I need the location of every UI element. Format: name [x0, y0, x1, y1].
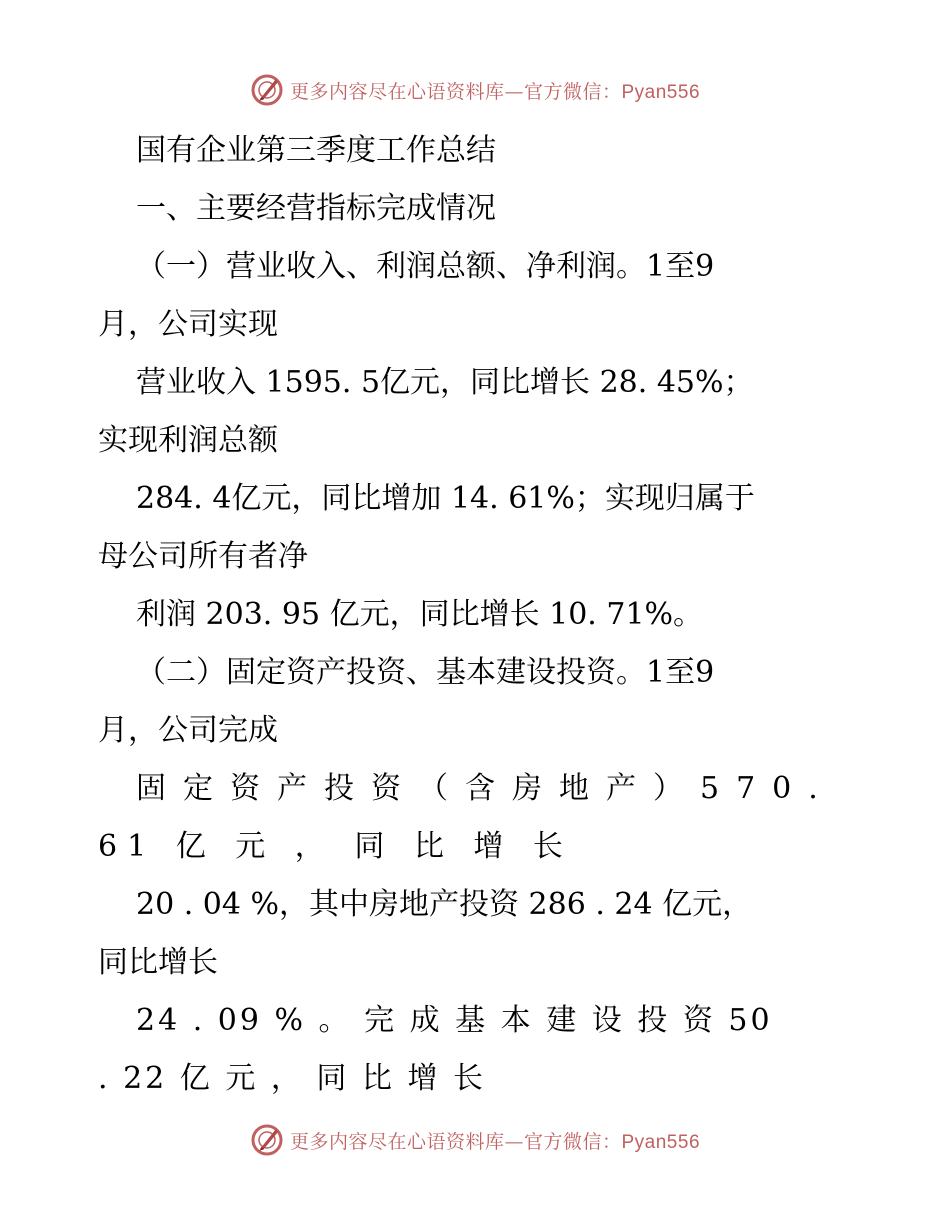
paragraph-line: 营业收入 1595. 5亿元，同比增长 28. 45%；: [136, 365, 754, 400]
paragraph-line: （一）营业收入、利润总额、净利润。1至9: [136, 249, 715, 284]
paragraph-line: （二）固定资产投资、基本建设投资。1至9: [136, 655, 715, 690]
quill-logo-icon: [250, 1123, 284, 1157]
banner-text: [290, 77, 700, 104]
paragraph-line: 20 . 04 %，其中房地产投资 286 . 24 亿元，: [136, 887, 753, 922]
paragraph-line: 利润 203. 95 亿元，同比增长 10. 71%。: [136, 597, 704, 632]
banner-content: [250, 73, 700, 107]
section-heading-1: 一、主要经营指标完成情况: [136, 191, 496, 226]
document-title: 国有企业第三季度工作总结: [136, 133, 496, 168]
paragraph-line: 月，公司完成: [98, 713, 278, 748]
banner-prefix: 更多内容尽在心语资料库: [289, 80, 505, 103]
paragraph-line: 61 亿 元 ， 同 比 增 长: [98, 829, 573, 864]
paragraph-line: 实现利润总额: [98, 423, 278, 458]
banner-separator: —: [504, 1130, 524, 1153]
quill-logo-icon: [250, 73, 284, 107]
banner-wechat-id: Pyan556: [621, 81, 701, 103]
banner-suffix: 官方微信：: [523, 80, 622, 103]
banner-separator: —: [504, 80, 524, 103]
paragraph-line: . 22 亿 元 ， 同 比 增 长: [98, 1061, 486, 1096]
banner-prefix: 更多内容尽在心语资料库: [289, 1130, 505, 1153]
paragraph-line: 母公司所有者净: [98, 539, 308, 574]
paragraph-line: 月，公司实现: [98, 307, 278, 342]
paragraph-line: 24 . 09 % 。 完 成 基 本 建 设 投 资 50: [136, 1003, 773, 1038]
paragraph-line: 284. 4亿元，同比增加 14. 61%；实现归属于: [136, 481, 755, 516]
document-body: [98, 122, 858, 1108]
paragraph-line: 同比增长: [98, 945, 218, 980]
banner-wechat-id: Pyan556: [621, 1131, 701, 1153]
banner-text: [290, 1127, 700, 1154]
banner-content: [250, 1123, 700, 1157]
footer-banner: [0, 1120, 950, 1160]
paragraph-line: 固定资产投资（含房地产）570.: [136, 771, 835, 806]
header-banner: [0, 70, 950, 110]
banner-suffix: 官方微信：: [523, 1130, 622, 1153]
